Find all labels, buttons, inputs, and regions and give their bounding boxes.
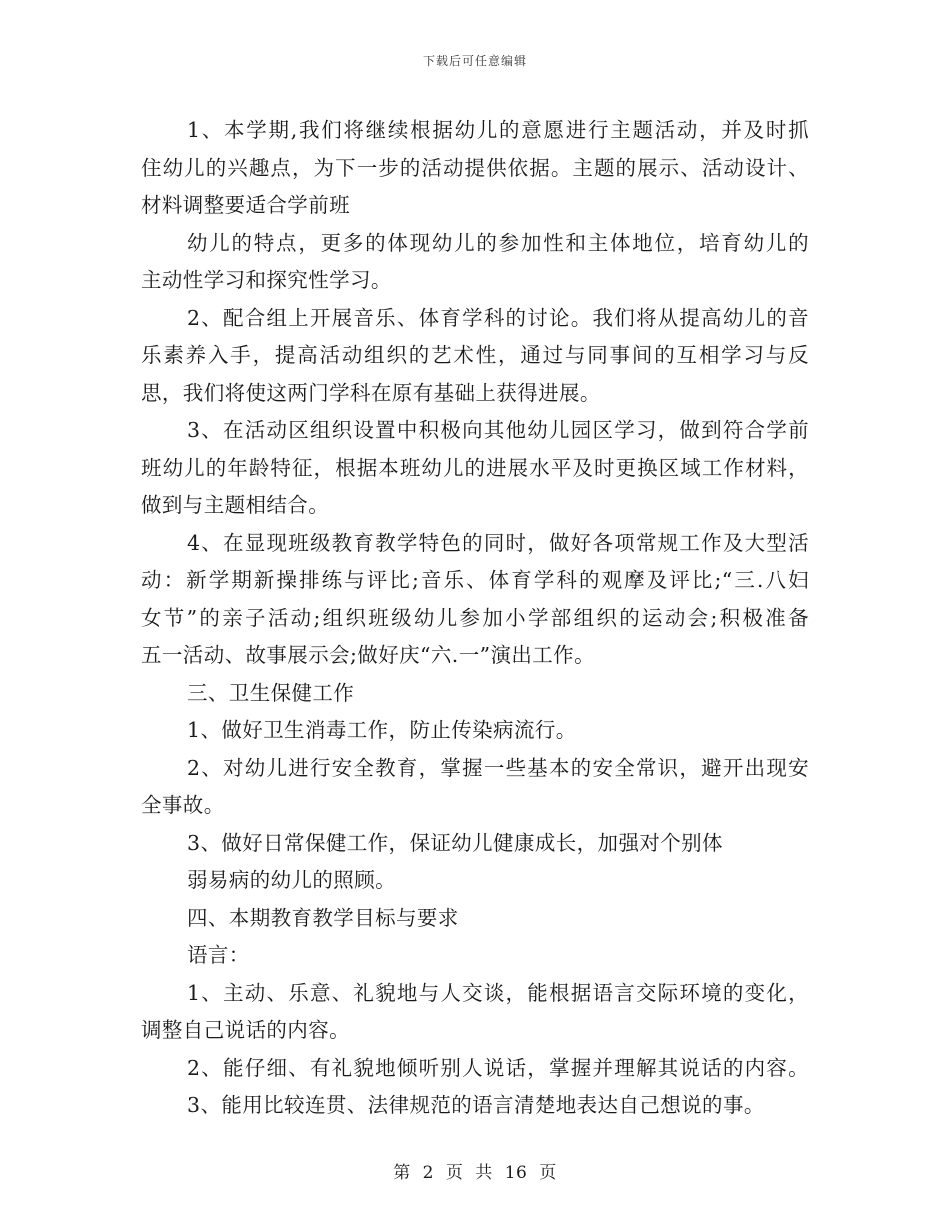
text-line: 2、配合组上开展音乐、体育学科的讨论。我们将从提高幼儿的音 [187,305,809,330]
text-line: 住幼儿的兴趣点，为下一步的活动提供依据。主题的展示、活动设计、 [141,155,809,180]
text-line: 调整自己说话的内容。 [141,1018,350,1042]
text-line: 乐素养入手，提高活动组织的艺术性，通过与同事间的互相学习与反 [141,343,809,367]
text-line: 三、卫生保健工作 [187,680,355,705]
text-line: 2、能仔细、有礼貌地倾听别人说话，掌握并理解其说话的内容。 [187,1055,809,1080]
footer-total-word: 共 [475,1163,493,1183]
text-line: 3、在活动区组织设置中积极向其他幼儿园区学习，做到符合学前 [187,418,809,442]
text-line: 五一活动、故事展示会;做好庆“六.一”演出工作。 [141,643,595,667]
text-line: 1、做好卫生消毒工作，防止传染病流行。 [187,718,577,742]
text-line: 弱易病的幼儿的照顾。 [187,868,396,892]
text-line: 4、在显现班级教育教学特色的同时，做好各项常规工作及大型活 [187,530,809,555]
text-line: 语言： [187,943,250,967]
page-header: 下载后可任意编辑 [422,54,527,68]
text-line: 主动性学习和探究性学习。 [141,268,392,292]
text-line: 材料调整要适合学前班 [141,193,350,217]
document-body [141,112,809,1125]
page-footer [0,1158,950,1183]
footer-page-word: 页 [445,1163,464,1183]
text-line: 1、主动、乐意、礼貌地与人交谈，能根据语言交际环境的变化， [187,980,809,1005]
text-line: 动：新学期新操排练与评比;音乐、体育学科的观摩及评比;“三.八妇 [141,568,809,592]
text-line: 3、能用比较连贯、法律规范的语言清楚地表达自己想说的事。 [187,1093,765,1117]
text-line: 思，我们将使这两门学科在原有基础上获得进展。 [141,380,601,405]
footer-total-pages: 16 [504,1163,528,1183]
text-line: 1、本学期,我们将继续根据幼儿的意愿进行主题活动，并及时抓 [187,118,809,142]
text-line: 2、对幼儿进行安全教育，掌握一些基本的安全常识，避开出现安 [187,755,809,780]
text-line: 女节”的亲子活动;组织班级幼儿参加小学部组织的运动会;积极准备 [141,605,809,630]
text-line: 全事故。 [141,793,225,817]
footer-suffix: 页 [539,1163,557,1183]
text-line: 班幼儿的年龄特征，根据本班幼儿的进展水平及时更换区域工作材料， [141,455,809,480]
text-line: 做到与主题相结合。 [141,493,330,517]
text-line: 3、做好日常保健工作，保证幼儿健康成长，加强对个别体 [187,830,723,855]
text-line: 四、本期教育教学目标与要求 [187,905,459,930]
text-line: 幼儿的特点，更多的体现幼儿的参加性和主体地位，培育幼儿的 [187,230,809,255]
footer-prefix: 第 [393,1163,411,1183]
footer-current-page: 2 [422,1163,434,1183]
